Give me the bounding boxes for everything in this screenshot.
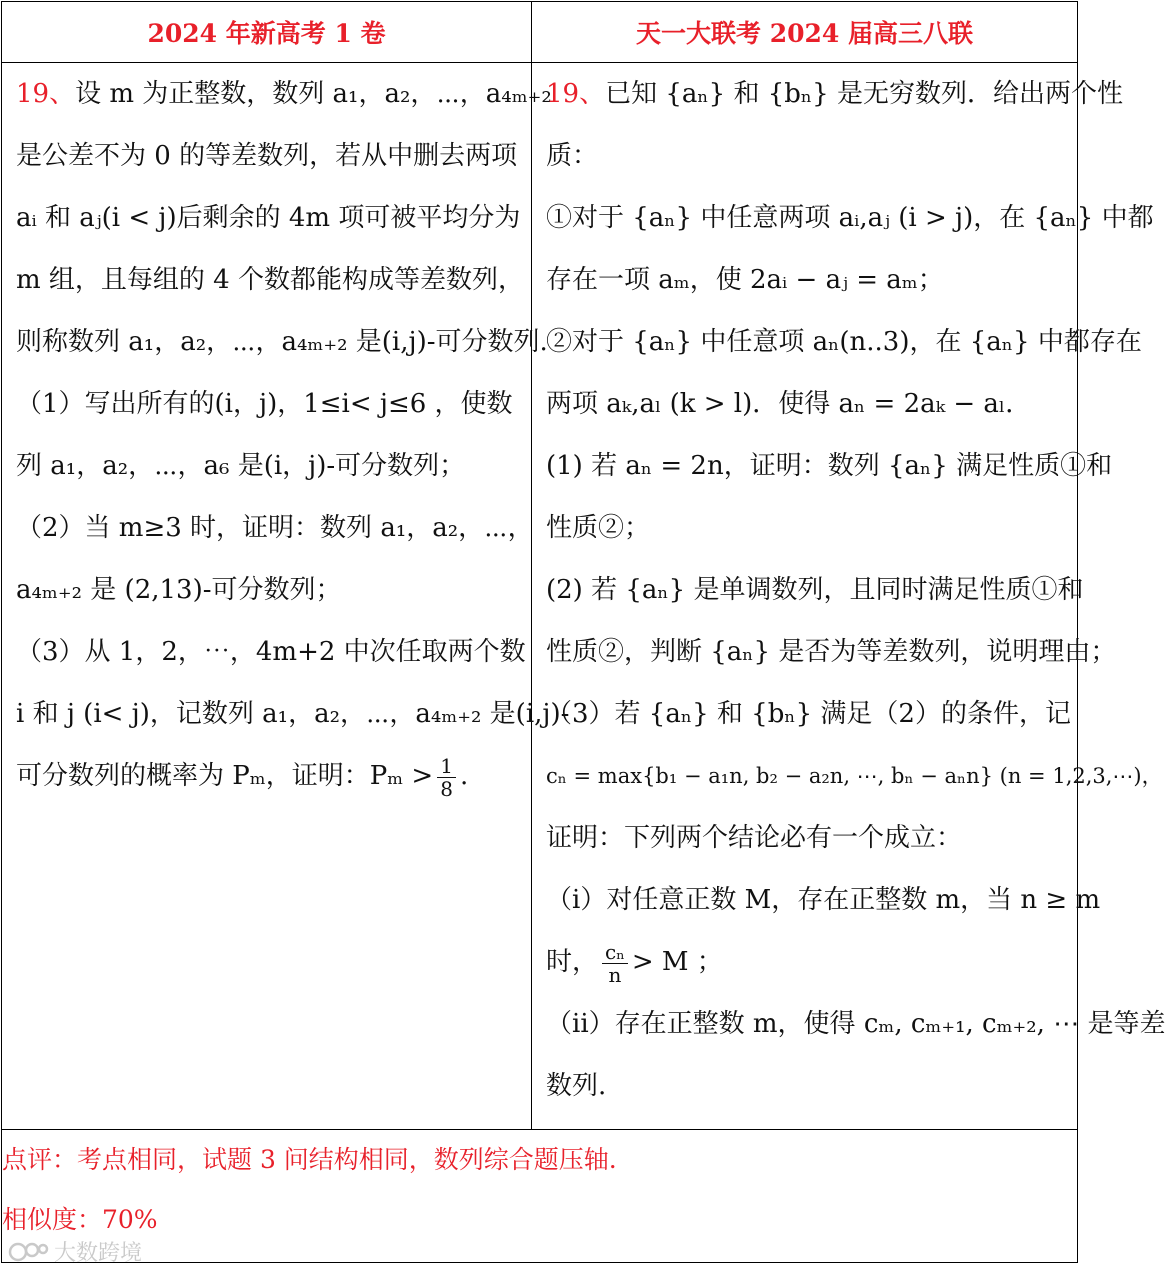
right-column-title: 天一大联考 2024 届高三八联 bbox=[532, 2, 1078, 63]
problem-line: 存在一项 aₘ，使 2aᵢ − aⱼ = aₘ； bbox=[546, 265, 944, 295]
problem-line: 则称数列 a₁，a₂，⋯，a₄ₘ₊₂ 是(i,j)-可分数列. bbox=[16, 327, 548, 357]
fraction-numerator: 1 bbox=[437, 755, 456, 778]
problem-line bbox=[546, 63, 1123, 125]
period: . bbox=[459, 761, 469, 791]
inequality-tail: > M ； bbox=[631, 947, 723, 977]
problem-line: 是公差不为 0 的等差数列，若从中删去两项 bbox=[16, 141, 518, 171]
left-problem-cell bbox=[2, 63, 570, 1130]
similarity-score: 相似度：70% bbox=[2, 1205, 158, 1234]
watermark bbox=[8, 1236, 142, 1267]
review-footer bbox=[2, 1130, 1078, 1263]
problem-number: 19、 bbox=[16, 79, 76, 109]
fraction-denominator: 8 bbox=[440, 776, 453, 801]
right-problem-text bbox=[532, 63, 1165, 1117]
problem-line: (2) 若 {aₙ} 是单调数列，且同时满足性质①和 bbox=[546, 575, 1084, 605]
problem-line: （3）从 1，2，⋯，4m+2 中次任取两个数 bbox=[16, 637, 526, 667]
problem-line: （i）对任意正数 M，存在正整数 m，当 n ≥ m bbox=[546, 885, 1101, 915]
fraction bbox=[437, 755, 456, 800]
problem-line: （1）写出所有的(i，j)，1≤i< j≤6 ，使数 bbox=[16, 389, 513, 419]
problem-line: 性质②，判断 {aₙ} 是否为等差数列，说明理由； bbox=[546, 637, 1117, 667]
comparison-table bbox=[1, 1, 1165, 1263]
problem-line: ①对于 {aₙ} 中任意两项 aᵢ,aⱼ (i > j)，在 {aₙ} 中都 bbox=[546, 203, 1154, 233]
problem-line: 证明：下列两个结论必有一个成立： bbox=[546, 823, 963, 853]
fraction-numerator: cₙ bbox=[602, 941, 628, 964]
problem-line: （3）若 {aₙ} 和 {bₙ} 满足（2）的条件，记 bbox=[546, 699, 1071, 729]
problem-line: 两项 aₖ,aₗ (k > l)．使得 aₙ = 2aₖ − aₗ． bbox=[546, 389, 1032, 419]
problem-number: 19、 bbox=[546, 79, 606, 109]
fraction bbox=[602, 941, 628, 986]
problem-line: cₙ = max{b₁ − a₁n, b₂ − a₂n, ⋯, bₙ − aₙn} (n = 1,2,3,⋯)， bbox=[546, 764, 1163, 788]
problem-line: ②对于 {aₙ} 中任意项 aₙ(n..3)，在 {aₙ} 中都存在 bbox=[546, 327, 1142, 357]
problem-line: 列 a₁，a₂，⋯，a₆ 是(i，j)-可分数列； bbox=[16, 451, 466, 481]
problem-line-text: 时， bbox=[546, 947, 599, 977]
problem-line: 性质②； bbox=[546, 513, 651, 543]
problem-line: （2）当 m≥3 时，证明：数列 a₁，a₂，⋯， bbox=[16, 513, 534, 543]
brand-logo-icon bbox=[8, 1240, 50, 1264]
left-column-title: 2024 年新高考 1 卷 bbox=[2, 2, 532, 63]
review-comment: 点评：考点相同，试题 3 问结构相同，数列综合题压轴. bbox=[2, 1145, 617, 1174]
problem-line-text: 已知 {aₙ} 和 {bₙ} 是无穷数列．给出两个性 bbox=[605, 79, 1123, 109]
left-problem-text bbox=[2, 63, 570, 807]
problem-line: i 和 j (i< j)，记数列 a₁，a₂，⋯，a₄ₘ₊₂ 是(i,j)- bbox=[16, 699, 570, 729]
problem-line: a₄ₘ₊₂ 是 (2,13)-可分数列； bbox=[16, 575, 342, 605]
problem-line: （ii）存在正整数 m，使得 cₘ, cₘ₊₁, cₘ₊₂, ⋯ 是等差 bbox=[546, 1009, 1165, 1039]
problem-line bbox=[16, 63, 552, 125]
problem-line: (1) 若 aₙ = 2n，证明：数列 {aₙ} 满足性质①和 bbox=[546, 451, 1113, 481]
right-problem-cell bbox=[532, 63, 1165, 1130]
problem-line: 质： bbox=[546, 141, 599, 171]
fraction-denominator: n bbox=[608, 962, 622, 987]
problem-line bbox=[16, 745, 531, 807]
problem-line bbox=[546, 931, 1077, 993]
problem-line: aᵢ 和 aⱼ(i < j)后剩余的 4m 项可被平均分为 bbox=[16, 203, 521, 233]
watermark-text: 大数跨境 bbox=[54, 1241, 143, 1266]
problem-line-text: 设 m 为正整数，数列 a₁，a₂，⋯，a₄ₘ₊₂ bbox=[75, 79, 552, 109]
problem-line-text: 可分数列的概率为 Pₘ，证明：Pₘ > bbox=[16, 761, 434, 791]
problem-line: m 组，且每组的 4 个数都能构成等差数列， bbox=[16, 265, 524, 295]
problem-line: 数列. bbox=[546, 1071, 607, 1101]
